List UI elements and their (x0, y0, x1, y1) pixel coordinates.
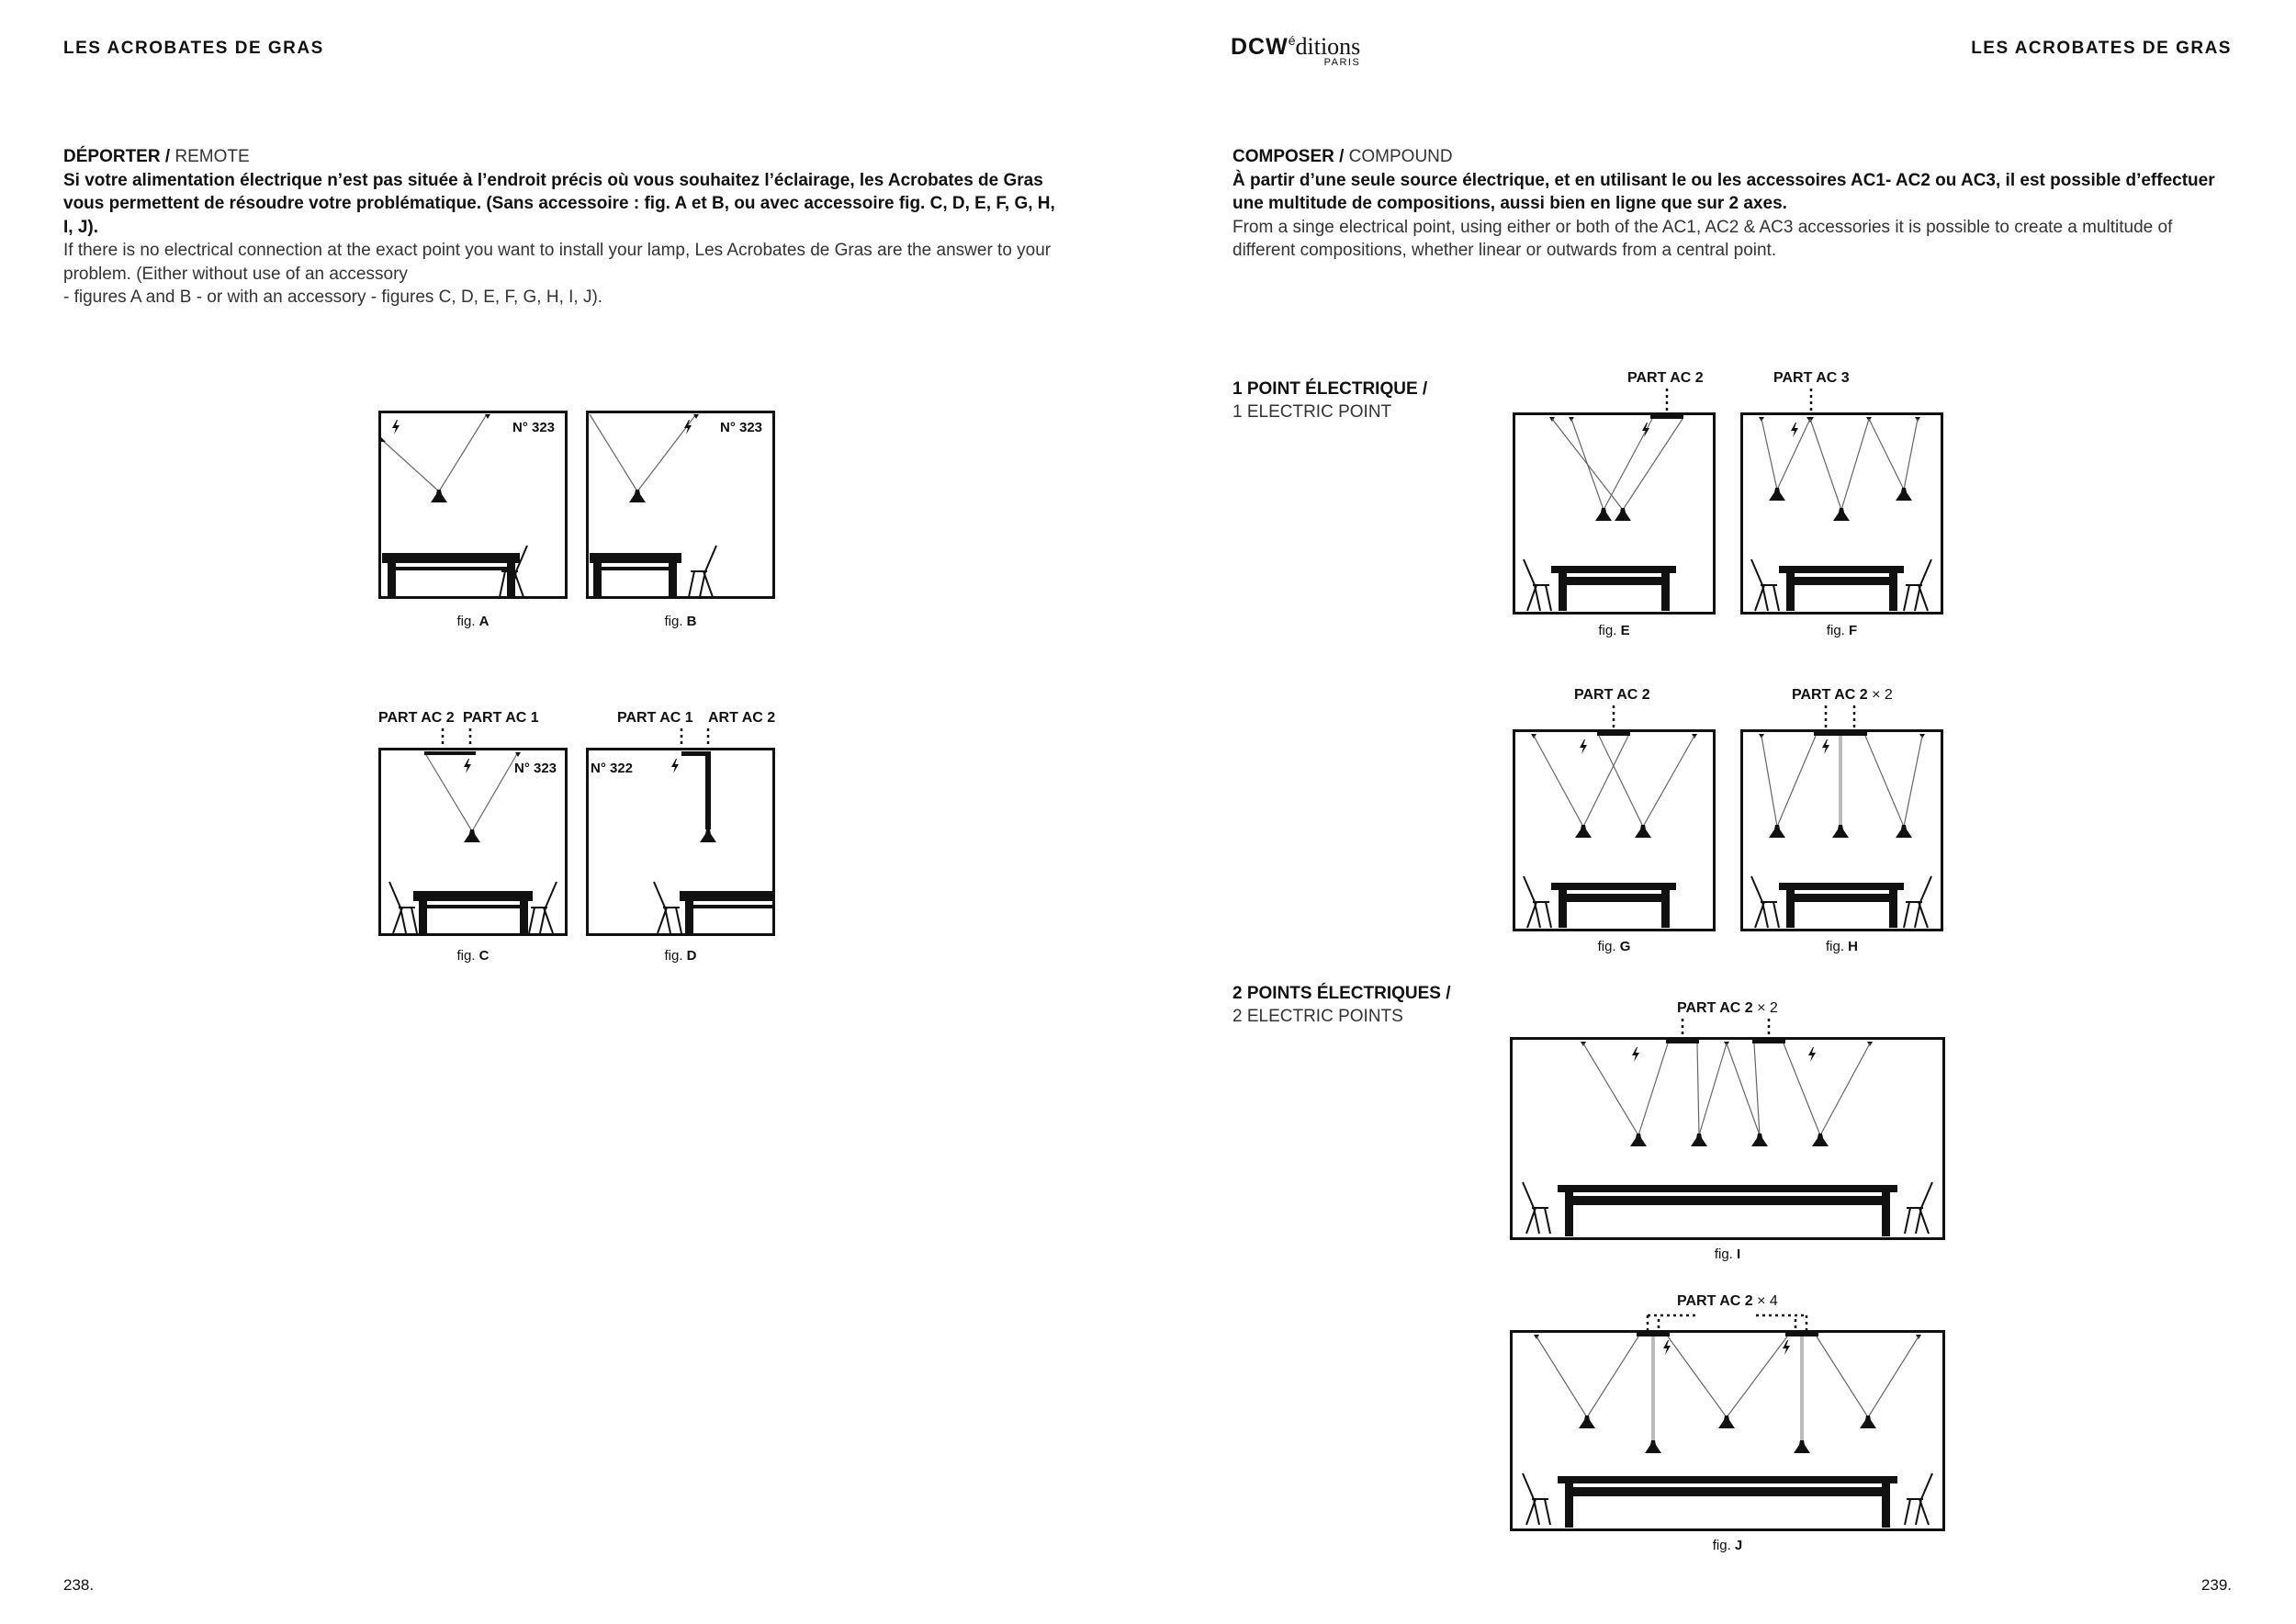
logo-paris: PARIS (1323, 57, 1361, 68)
figure-d-part-2: ART AC 2 (708, 710, 776, 726)
figure-i-caption (1510, 1246, 1945, 1262)
section-1-fr: 1 POINT ÉLECTRIQUE / (1232, 379, 1428, 399)
figure-c-part-1: PART AC 2 (378, 710, 455, 726)
figure-d-prefix: fig. (664, 948, 683, 964)
figure-f-illustration (1740, 389, 1943, 615)
figure-j-letter: J (1734, 1538, 1743, 1553)
section-2-en: 2 ELECTRIC POINTS (1232, 1007, 1403, 1026)
figure-f-prefix: fig. (1826, 623, 1845, 638)
figure-a-prefix: fig. (456, 614, 476, 629)
dcw-editions-logo (1231, 33, 1360, 68)
left-heading-en: REMOTE (170, 147, 250, 166)
figure-j-part: PART AC 2 (1677, 1293, 1753, 1309)
left-body-fr: Si votre alimentation électrique n’est pas située à l’endroit précis où vous souhaitez l’éclairage, les Acrobates de Gras vous permettent de résoudre votre problématique. (Sans accessoire : fig. A et B, ou avec accessoire fig. C, D, E, F, G, H, I, J). (63, 170, 1055, 237)
figure-j-prefix: fig. (1712, 1538, 1731, 1553)
right-running-title: LES ACROBATES DE GRAS (1971, 39, 2232, 58)
figure-j-part-label (1677, 1293, 1778, 1310)
figure-e-prefix: fig. (1598, 623, 1617, 638)
figure-h-caption (1740, 939, 1943, 954)
figure-i-mult: × 2 (1757, 1000, 1778, 1016)
figure-e-part: PART AC 2 (1627, 370, 1704, 386)
figure-g-caption (1513, 939, 1716, 954)
figure-i-illustration (1510, 1019, 1945, 1241)
figure-j-caption (1510, 1538, 1945, 1553)
figure-e-letter: E (1620, 623, 1630, 638)
left-running-title: LES ACROBATES DE GRAS (63, 39, 324, 58)
figure-c-part-2: PART AC 1 (463, 710, 539, 726)
figure-g-part: PART AC 2 (1574, 687, 1650, 703)
figure-e-caption (1513, 623, 1716, 638)
left-heading-fr: DÉPORTER / (63, 147, 171, 166)
figure-a-caption (378, 614, 568, 629)
figure-g-prefix: fig. (1597, 939, 1616, 954)
right-page-number: 239. (2200, 1576, 2232, 1594)
right-body-en: From a singe electrical point, using either or both of the AC1, AC2 & AC3 accessories it is possible to create a multitude of different compositions, whether linear or outwards from a central point. (1232, 217, 2173, 260)
figure-b-prefix: fig. (664, 614, 683, 629)
figure-c-prefix: fig. (456, 948, 476, 964)
section-2-title (1232, 982, 1451, 1028)
logo-editions: ditions (1295, 33, 1361, 60)
figure-h-part-label (1792, 687, 1893, 704)
left-page-number: 238. (63, 1576, 95, 1594)
section-1-title (1232, 378, 1427, 423)
right-heading-fr: COMPOSER / (1232, 147, 1345, 166)
figure-h-prefix: fig. (1825, 939, 1844, 954)
logo-sup: é (1288, 33, 1296, 48)
figure-a-letter: A (478, 614, 490, 629)
figure-j-illustration (1510, 1312, 1945, 1532)
figure-d-model: N° 322 (591, 761, 634, 776)
figure-f-part: PART AC 3 (1773, 370, 1850, 386)
figure-a-model: N° 323 (512, 420, 556, 435)
figure-i-letter: I (1737, 1246, 1741, 1262)
figure-d-part-1: PART AC 1 (617, 710, 693, 726)
figure-d-caption (586, 948, 775, 964)
figure-b-caption (586, 614, 775, 629)
figure-j-mult: × 4 (1757, 1293, 1778, 1309)
figure-g-letter: G (1619, 939, 1631, 954)
right-intro (1232, 145, 2238, 263)
figure-i-part-label (1677, 1000, 1778, 1017)
figure-b-letter: B (686, 614, 697, 629)
left-body-en-2: - figures A and B - or with an accessory - figures C, D, E, F, G, H, I, J). (63, 288, 603, 307)
left-intro (63, 145, 1064, 310)
figure-h-illustration (1740, 705, 1943, 932)
right-body-fr: À partir d’une seule source électrique, et en utilisant le ou les accessoires AC1- AC2 ou AC3, il est possible d’effectuer une multitude de compositions, aussi bien en ligne que sur 2 axes. (1232, 170, 2215, 213)
figure-i-prefix: fig. (1714, 1246, 1733, 1262)
figure-f-letter: F (1849, 623, 1858, 638)
figure-i-part: PART AC 2 (1677, 1000, 1753, 1016)
figure-a-illustration (378, 411, 568, 599)
figure-b-illustration (586, 411, 775, 599)
figure-c-model: N° 323 (514, 761, 557, 776)
figure-f-caption (1740, 623, 1943, 638)
figure-e-illustration (1513, 389, 1716, 615)
figure-b-model: N° 323 (720, 420, 763, 435)
figure-c-caption (378, 948, 568, 964)
figure-h-mult: × 2 (1872, 687, 1893, 703)
figure-d-letter: D (686, 948, 697, 964)
figure-g-illustration (1513, 705, 1716, 932)
right-heading-en: COMPOUND (1344, 147, 1453, 166)
figure-c-letter: C (478, 948, 490, 964)
logo-dcw: DCW (1231, 34, 1289, 60)
left-body-en-1: If there is no electrical connection at the exact point you want to install your lamp, Les Acrobates de Gras are the answer to your problem. (Either without use of an accessory (63, 241, 1052, 284)
section-1-en: 1 ELECTRIC POINT (1232, 402, 1392, 422)
section-2-fr: 2 POINTS ÉLECTRIQUES / (1232, 984, 1451, 1003)
figure-h-letter: H (1848, 939, 1859, 954)
figure-h-part: PART AC 2 (1792, 687, 1868, 703)
